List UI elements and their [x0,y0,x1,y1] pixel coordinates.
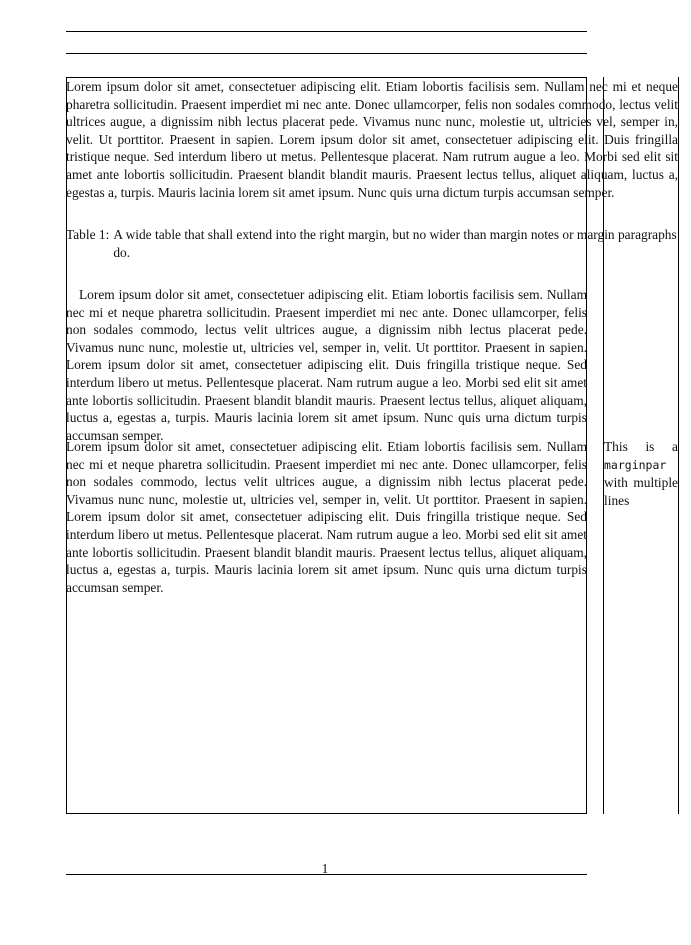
caption-label: Table 1: [66,227,110,242]
margin-rule-right [678,77,679,814]
margin-note [604,438,678,509]
table-caption [66,226,678,261]
margin-note-after: with multiple lines [604,475,678,508]
wide-paragraph: Lorem ipsum dolor sit amet, consectetuer adipiscing elit. Etiam lobortis facilisis sem. Nullam nec mi et neque pharetra sollicitudin. Praesent imperdiet mi nec ante. Donec ullamcorper, felis non sodales commodo, lectus velit ultrices augue, a dignissim nibh lectus placerat pede. Vivamus nunc nunc, molestie ut, ultricies vel, semper in, velit. Ut porttitor. Praesent in sapien. Lorem ipsum dolor sit amet, consectetuer adipiscing elit. Duis fringilla tristique neque. Sed interdum libero ut metus. Pellentesque placerat. Nam rutrum augue a leo. Morbi sed elit sit amet ante lobortis sollicitudin. Praesent blandit blandit mauris. Praesent lectus tellus, aliquet aliquam, luctus a, egestas a, turpis. Mauris lacinia lorem sit amet ipsum. Nunc quis urna dictum turpis accumsan semper. [66,79,678,200]
header-rule-top [66,31,587,32]
body-paragraph-2: Lorem ipsum dolor sit amet, consectetuer adipiscing elit. Etiam lobortis facilisis sem. Nullam nec mi et neque pharetra sollicitudin. Praesent imperdiet mi nec ante. Donec ullamcorper, felis non sodales commodo, lectus velit ultrices augue, a dignissim nibh lectus placerat pede. Vivamus nunc nunc, molestie ut, ultricies vel, semper in, velit. Ut porttitor. Praesent in sapien. Lorem ipsum dolor sit amet, consectetuer adipiscing elit. Duis fringilla tristique neque. Sed interdum libero ut metus. Pellentesque placerat. Nam rutrum augue a leo. Morbi sed elit sit amet ante lobortis sollicitudin. Praesent blandit blandit mauris. Praesent lectus tellus, aliquet aliquam, luctus a, egestas a, turpis. Mauris lacinia lorem sit amet ipsum. Nunc quis urna dictum turpis accumsan semper. [66,439,587,595]
caption-text: A wide table that shall extend into the right margin, but no wider than margin notes or margin paragraphs do. [113,227,677,260]
body-paragraph-1: Lorem ipsum dolor sit amet, consectetuer adipiscing elit. Etiam lobortis facilisis sem. Nullam nec mi et neque pharetra sollicitudin. Praesent imperdiet mi nec ante. Donec ullamcorper, felis non sodales commodo, lectus velit ultrices augue, a dignissim nibh lectus placerat pede. Vivamus nunc nunc, molestie ut, ultricies vel, semper in, velit. Ut porttitor. Praesent in sapien. Lorem ipsum dolor sit amet, consectetuer adipiscing elit. Duis fringilla tristique neque. Sed interdum libero ut metus. Pellentesque placerat. Nam rutrum augue a leo. Morbi sed elit sit amet ante lobortis sollicitudin. Praesent blandit blandit mauris. Praesent lectus tellus, aliquet aliquam, luctus a, egestas a, turpis. Mauris lacinia lorem sit amet ipsum. Nunc quis urna dictum turpis accumsan semper. [66,287,587,443]
margin-note-code: marginpar [604,457,667,472]
header-rule-bottom [66,53,587,54]
page-number: 1 [321,861,329,876]
footer-rule [66,874,587,875]
margin-note-before: This is a [604,439,678,454]
